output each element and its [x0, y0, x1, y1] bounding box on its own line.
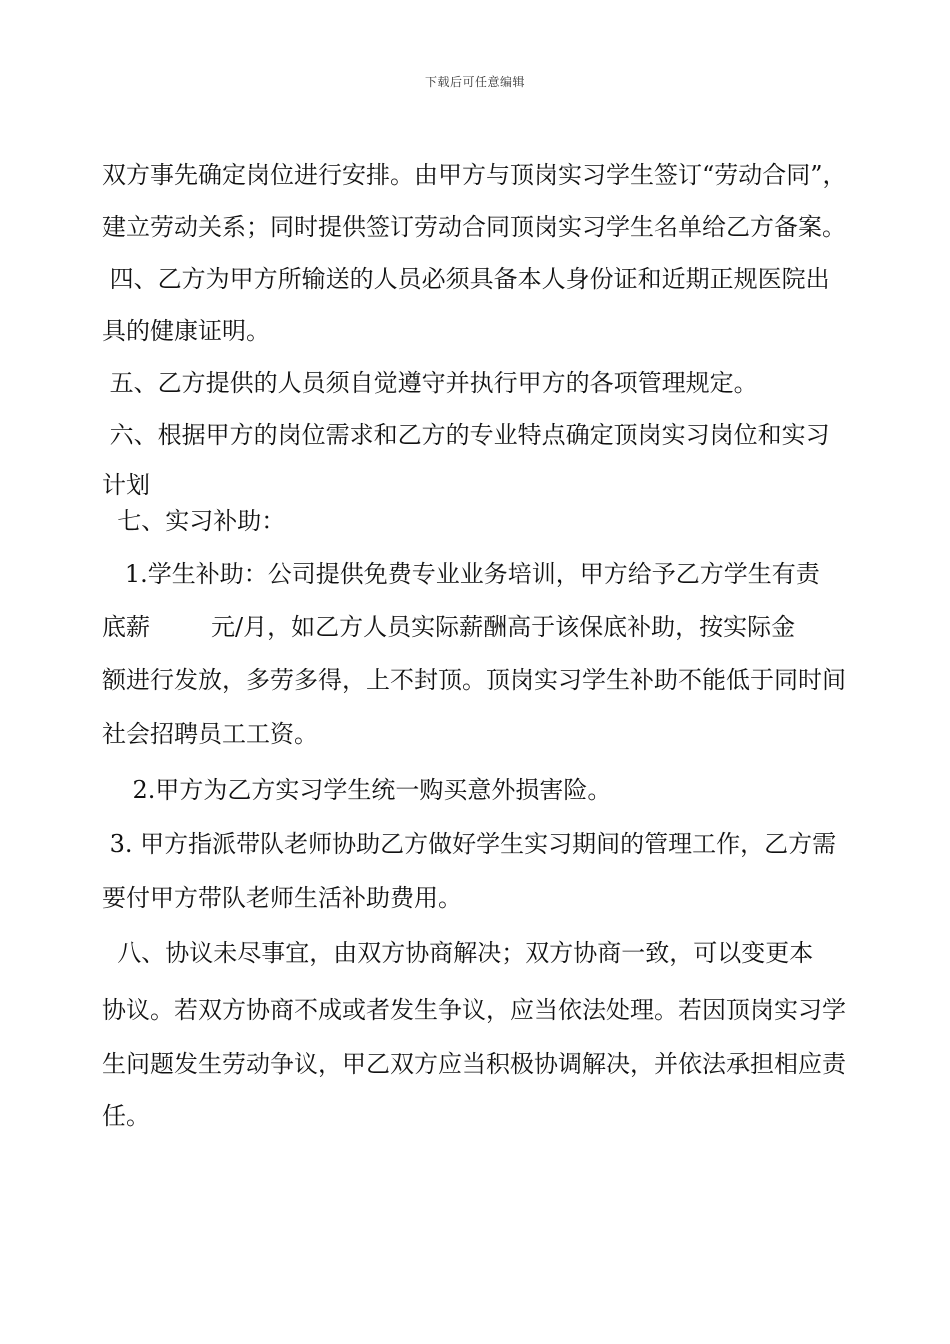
body-line: 协议。若双方协商不成或者发生争议，应当依法处理。若因顶岗实习学: [102, 996, 846, 1024]
body-line: 要付甲方带队老师生活补助费用。: [102, 884, 462, 912]
body-line: 六、根据甲方的岗位需求和乙方的专业特点确定顶岗实习岗位和实习: [102, 421, 830, 449]
body-line: 五、乙方提供的人员须自觉遵守并执行甲方的各项管理规定。: [102, 369, 758, 397]
body-line: 四、乙方为甲方所输送的人员必须具备本人身份证和近期正规医院出: [102, 265, 830, 293]
body-line: 3. 甲方指派带队老师协助乙方做好学生实习期间的管理工作，乙方需: [102, 830, 837, 858]
body-line: 2.甲方为乙方实习学生统一购买意外损害险。: [102, 776, 612, 804]
body-line: 额进行发放，多劳多得，上不封顶。顶岗实习学生补助不能低于同时间: [102, 666, 846, 694]
body-line: 1.学生补助：公司提供免费专业业务培训，甲方给予乙方学生有责: [102, 560, 820, 588]
body-line: 生问题发生劳动争议，甲乙双方应当积极协调解决，并依法承担相应责: [102, 1050, 846, 1078]
body-line: 底薪 元/月，如乙方人员实际薪酬高于该保底补助，按实际金: [102, 613, 796, 641]
body-line: 计划: [102, 471, 150, 499]
body-line: 八、协议未尽事宜，由双方协商解决；双方协商一致，可以变更本: [102, 939, 814, 967]
body-line: 建立劳动关系；同时提供签订劳动合同顶岗实习学生名单给乙方备案。: [102, 213, 846, 241]
body-line: 具的健康证明。: [102, 317, 270, 345]
body-line: 任。: [102, 1102, 150, 1130]
body-line: 七、实习补助：: [102, 507, 286, 535]
body-line: 社会招聘员工工资。: [102, 720, 318, 748]
body-line: 双方事先确定岗位进行安排。由甲方与顶岗实习学生签订“劳动合同”，: [102, 161, 847, 189]
page-header: 下载后可任意编辑: [424, 75, 525, 89]
